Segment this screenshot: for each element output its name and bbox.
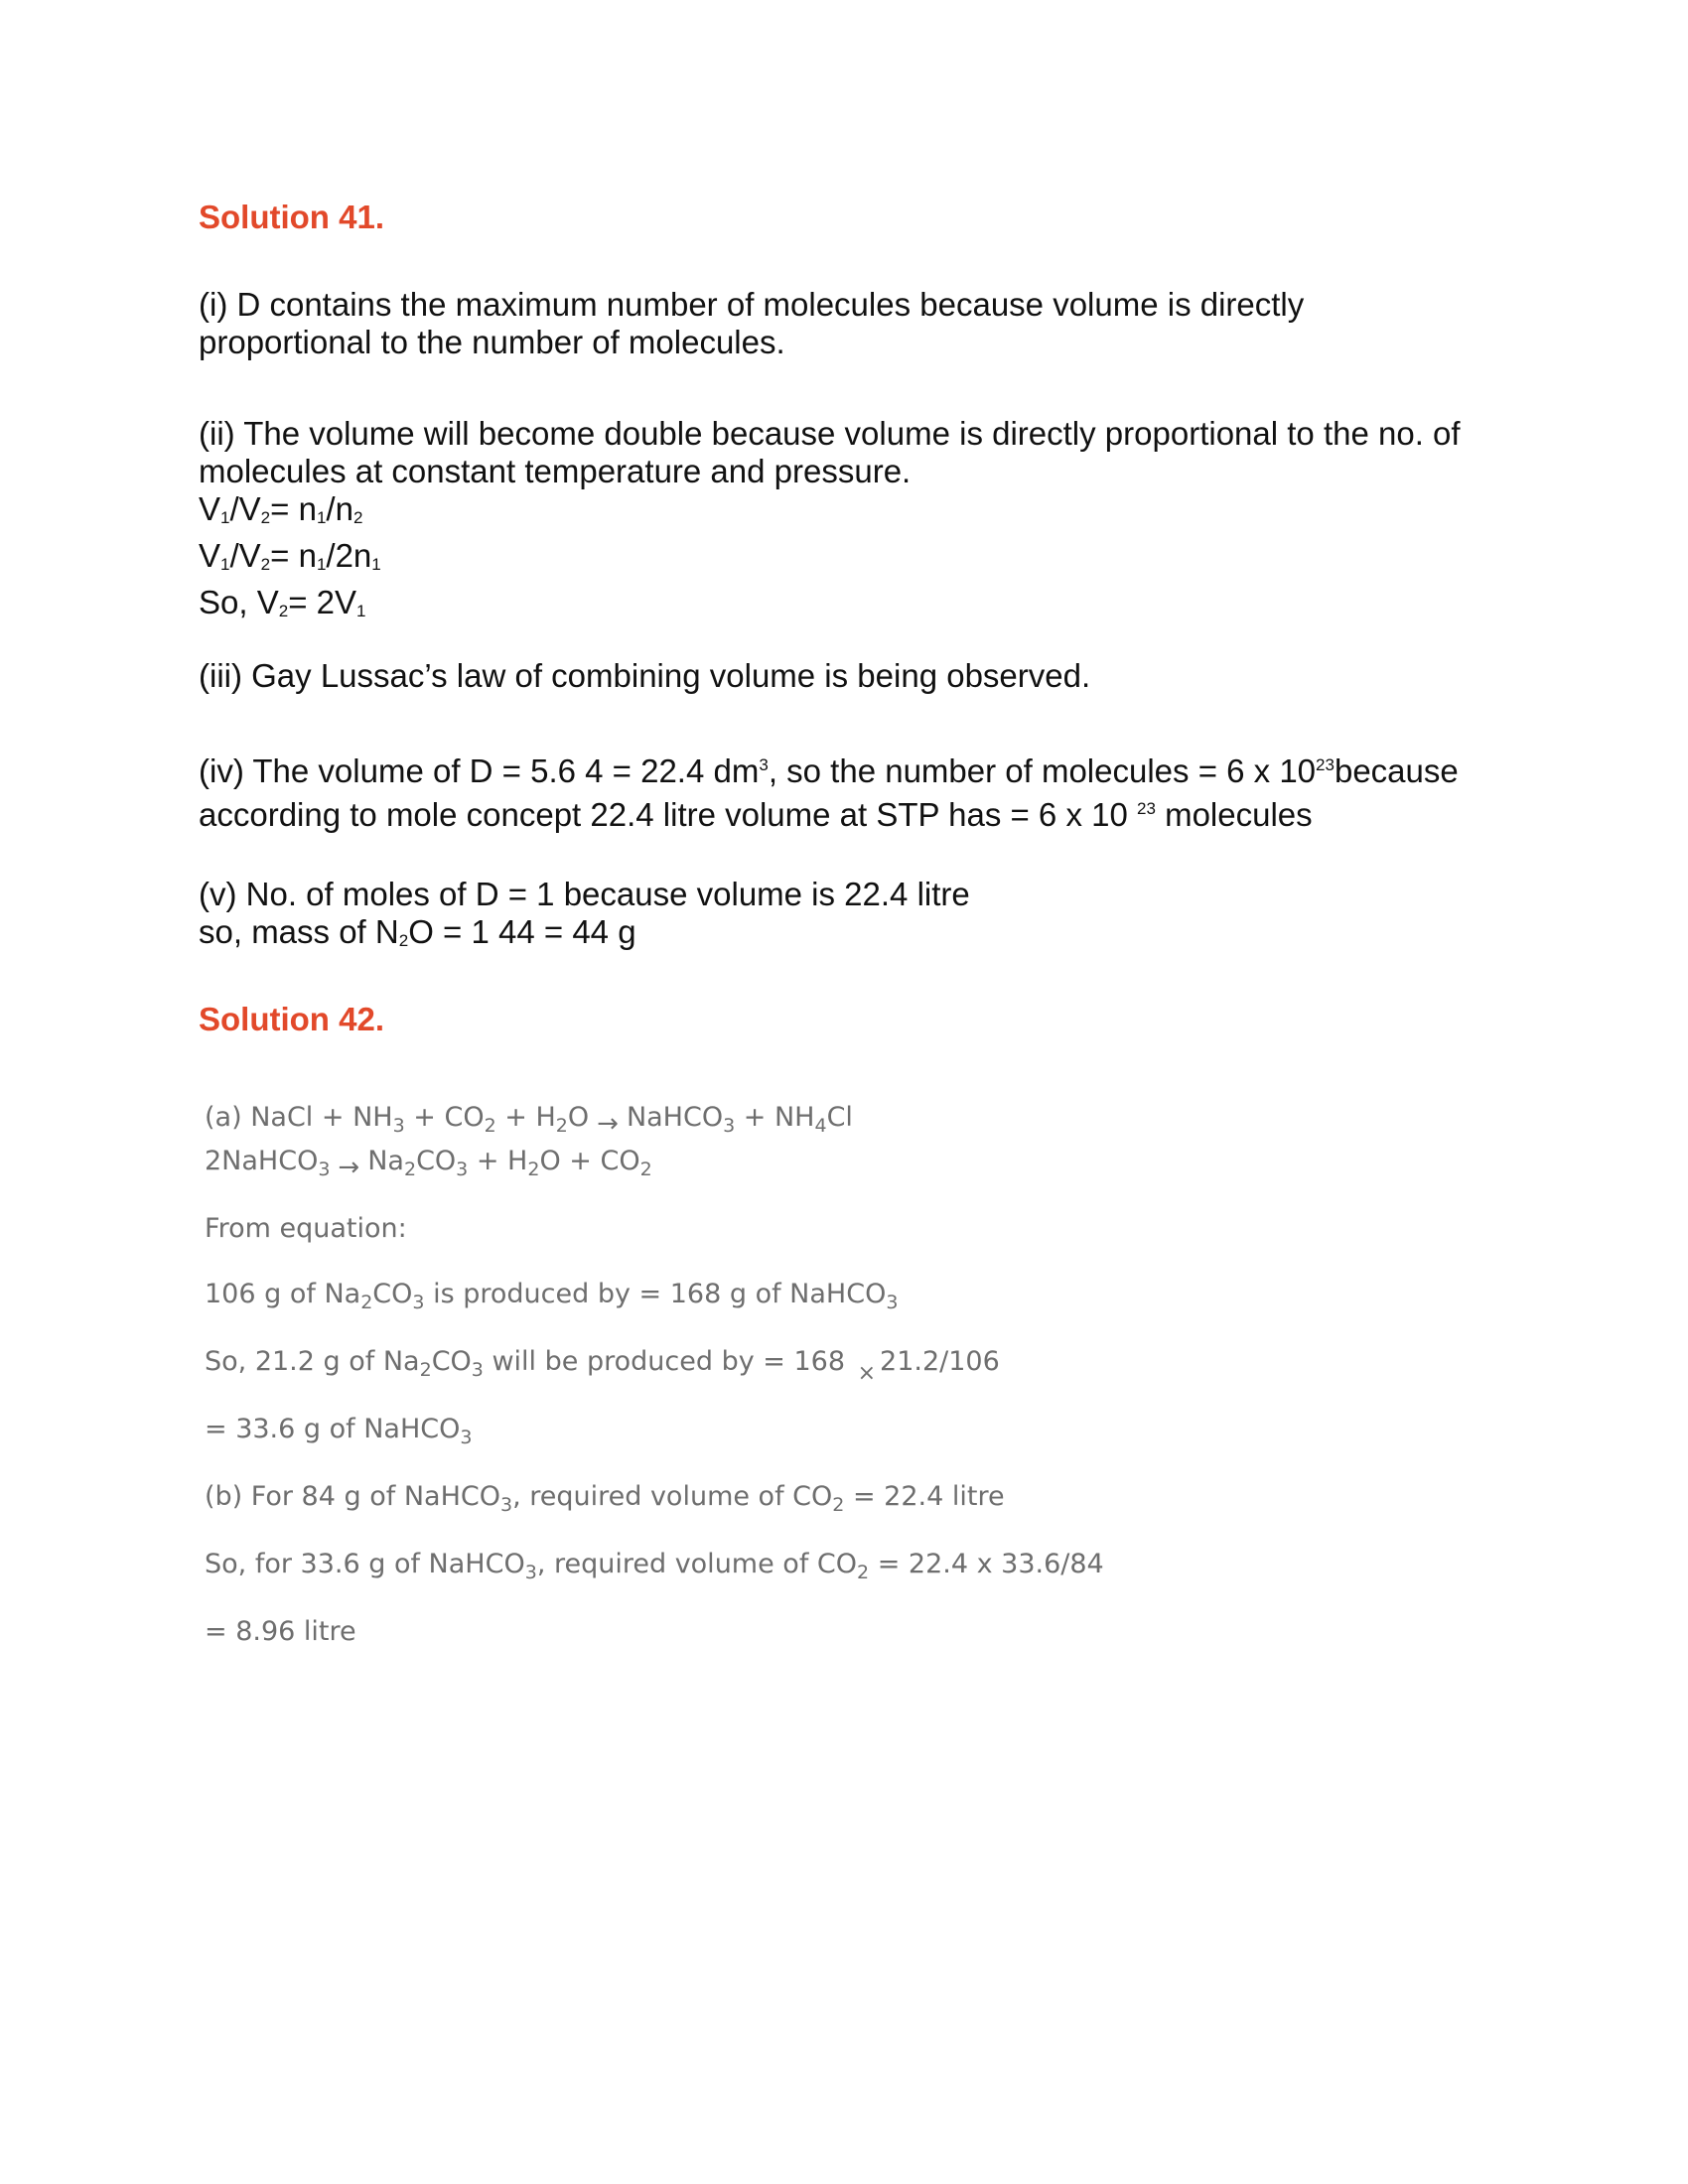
calc-line-2: So, 21.2 g of $Na_2CO_3$ will be produced by = 168 × 21.2/106: [205, 1346, 1000, 1386]
part-iv-line-1: (iv) The volume of D = 5.6 4 = 22.4 $dm^3$, so the number of molecules = 6 x $10^{23}because$: [199, 752, 1459, 789]
solution-41-heading: Solution 41.: [199, 199, 385, 235]
solution-41-part-v: [199, 876, 1529, 960]
part-iv-line-2: according to mole concept 22.4 litre volume at STP has = 6 x 10 $^{23}$ molecules: [199, 796, 1313, 833]
solution-41-part-iv: [199, 747, 1529, 834]
solution-41-part-ii: [199, 415, 1529, 630]
solution-42-heading: Solution 42.: [199, 1001, 385, 1037]
calc-line-1: 106 g of $Na_2CO_3$ is produced by = 168 g of NaHCO$_3$: [205, 1279, 899, 1313]
calc-result: = 8.96 litre: [205, 1616, 356, 1647]
part-ii-line-2: molecules at constant temperature and pressure.: [199, 453, 912, 489]
equation-3: So, $V_2= 2V_1$: [199, 584, 366, 620]
part-i-line-1: (i) D contains the maximum number of molecules because volume is directly: [199, 286, 1305, 323]
calc-line-4: (b) For 84 g of NaHCO$_3$, required volume of $CO_2 = 22.4$ litre: [205, 1481, 1005, 1516]
solution-41-part-i: [199, 286, 1529, 361]
arrow-icon: →: [338, 1153, 360, 1182]
solution-41-part-iii: [199, 657, 1529, 695]
arrow-icon: →: [597, 1109, 619, 1139]
part-i-line-2: proportional to the number of molecules.: [199, 324, 785, 360]
reaction-1: (a) NaCl + $NH_3 + CO_2 + H_2O$ → NaHCO$_3$ + $NH_4Cl$: [205, 1102, 853, 1139]
from-equation-text: From equation:: [205, 1213, 407, 1244]
part-iii-line: (iii) Gay Lussac’s law of combining volume is being observed.: [199, 657, 1091, 694]
part-v-line-1: (v) No. of moles of D = 1 because volume is 22.4 litre: [199, 876, 970, 912]
multiply-icon: ×: [857, 1361, 877, 1386]
equation-2: $V_1/V_2= n_1/2n_1$: [199, 537, 381, 574]
reaction-2: 2NaHCO$_3$ → $Na_2CO_3 + H_2O + CO_2$: [205, 1146, 652, 1182]
equation-1: $V_1/V_2= n_1/n_2$: [199, 490, 363, 527]
part-ii-line-1: (ii) The volume will become double because volume is directly proportional to the no. of: [199, 415, 1461, 452]
part-v-line-2: so, mass of $N_2O = 1$ 44 = 44 g: [199, 913, 636, 950]
calc-line-3: = 33.6 g of NaHCO$_3$: [205, 1414, 473, 1448]
calc-line-5: So, for 33.6 g of NaHCO$_3$, required volume of $CO_2 = 22.4$ x 33.6/84: [205, 1549, 1104, 1583]
